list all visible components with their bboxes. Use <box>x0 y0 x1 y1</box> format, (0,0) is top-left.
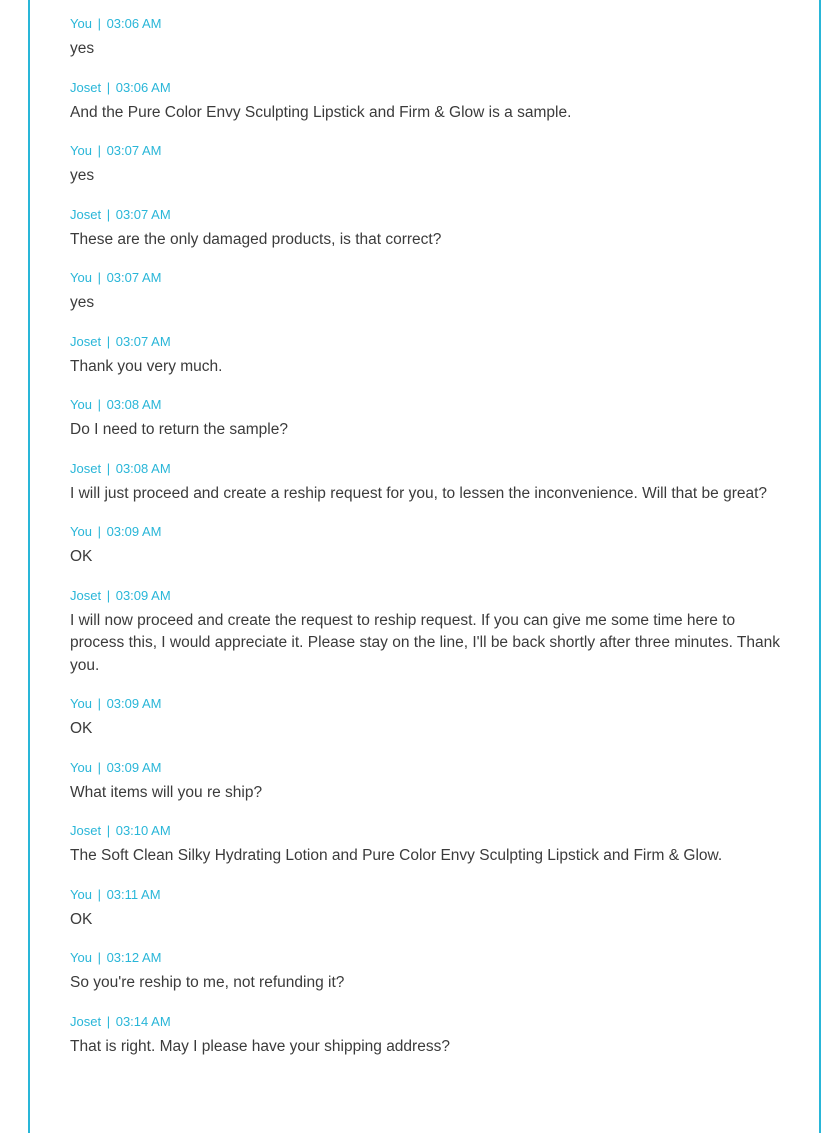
message-text: And the Pure Color Envy Sculpting Lipstick and Firm & Glow is a sample. <box>70 103 572 121</box>
message-meta <box>70 270 810 286</box>
message-meta-separator: | <box>97 143 101 158</box>
message-sender: You <box>70 143 92 158</box>
message-meta <box>70 950 810 966</box>
message-meta-separator: | <box>106 1013 111 1029</box>
chat-message <box>70 950 810 995</box>
message-sender: You <box>70 524 92 539</box>
message-meta <box>70 588 810 604</box>
chat-message <box>70 524 810 569</box>
message-text: OK <box>70 910 93 928</box>
message-meta-separator: | <box>97 270 101 285</box>
message-sender: Joset <box>70 333 102 349</box>
message-text: Do I need to return the sample? <box>70 421 288 438</box>
message-meta-separator: | <box>97 16 101 31</box>
chat-message <box>70 397 810 442</box>
message-meta <box>70 823 810 839</box>
message-sender: You <box>70 759 92 775</box>
message-text: I will now proceed and create the request to reship request. If you can give me some time here to process this, I would appreciate it. Please stay on the line, I'll be back shortly after three minutes. Thank you. <box>70 611 781 674</box>
message-timestamp: 03:12 AM <box>106 950 162 965</box>
message-text: OK <box>70 548 93 565</box>
chat-message <box>70 823 810 868</box>
message-meta-separator: | <box>106 460 111 476</box>
message-meta <box>70 207 810 223</box>
message-timestamp: 03:07 AM <box>106 270 162 285</box>
chat-message <box>70 143 810 188</box>
message-timestamp: 03:06 AM <box>106 16 162 31</box>
message-timestamp: 03:07 AM <box>115 206 171 222</box>
message-text: yes <box>70 40 95 57</box>
left-border-rail <box>28 0 30 1133</box>
message-meta-separator: | <box>97 759 101 775</box>
chat-message <box>70 760 810 805</box>
message-timestamp: 03:11 AM <box>106 886 161 902</box>
message-text: What items will you re ship? <box>70 783 263 801</box>
message-text: yes <box>70 294 95 311</box>
message-sender: You <box>70 270 92 285</box>
message-text: The Soft Clean Silky Hydrating Lotion and Pure Color Envy Sculpting Lipstick and Firm & Glow. <box>70 847 723 864</box>
message-timestamp: 03:14 AM <box>115 1013 171 1029</box>
message-sender: Joset <box>70 460 102 476</box>
message-meta-separator: | <box>97 696 101 711</box>
message-text: Thank you very much. <box>70 357 223 375</box>
message-meta <box>70 16 810 32</box>
message-text: yes <box>70 167 95 184</box>
chat-message <box>70 16 810 61</box>
message-text: These are the only damaged products, is that correct? <box>70 230 442 248</box>
message-sender: You <box>70 950 92 965</box>
message-timestamp: 03:07 AM <box>106 143 162 158</box>
chat-message <box>70 461 810 506</box>
chat-message <box>70 334 810 379</box>
message-meta <box>70 1014 810 1030</box>
message-meta <box>70 397 810 413</box>
message-timestamp: 03:09 AM <box>115 587 171 603</box>
chat-message <box>70 80 810 125</box>
chat-message <box>70 887 810 932</box>
message-meta-separator: | <box>106 823 111 838</box>
message-timestamp: 03:09 AM <box>106 696 162 711</box>
right-border-rail <box>819 0 821 1133</box>
message-meta-separator: | <box>106 79 111 95</box>
message-meta <box>70 461 810 477</box>
message-meta <box>70 887 810 903</box>
message-meta <box>70 524 810 540</box>
message-meta <box>70 696 810 712</box>
message-timestamp: 03:10 AM <box>115 823 171 838</box>
chat-message <box>70 1014 810 1059</box>
message-meta <box>70 334 810 350</box>
message-sender: Joset <box>70 823 102 838</box>
message-timestamp: 03:07 AM <box>115 333 171 349</box>
message-timestamp: 03:08 AM <box>106 397 162 412</box>
message-sender: Joset <box>70 1013 102 1029</box>
message-timestamp: 03:09 AM <box>106 759 162 775</box>
chat-message <box>70 270 810 315</box>
message-meta-separator: | <box>97 524 101 539</box>
message-timestamp: 03:09 AM <box>106 524 162 539</box>
message-sender: You <box>70 397 92 412</box>
message-text: So you're reship to me, not refunding it? <box>70 974 345 991</box>
message-meta-separator: | <box>97 950 101 965</box>
message-meta-separator: | <box>97 886 101 902</box>
message-text: I will just proceed and create a reship request for you, to lessen the inconvenience. Will that be great? <box>70 484 768 502</box>
message-meta-separator: | <box>106 333 111 349</box>
message-meta <box>70 80 810 96</box>
message-text: OK <box>70 720 93 737</box>
message-text: That is right. May I please have your shipping address? <box>70 1037 450 1055</box>
message-meta-separator: | <box>106 206 111 222</box>
message-sender: You <box>70 886 92 902</box>
message-meta-separator: | <box>97 397 101 412</box>
message-meta-separator: | <box>106 587 111 603</box>
chat-message <box>70 207 810 252</box>
chat-message <box>70 696 810 741</box>
message-timestamp: 03:06 AM <box>115 79 171 95</box>
message-sender: You <box>70 16 92 31</box>
message-sender: You <box>70 696 92 711</box>
chat-message <box>70 588 810 678</box>
message-timestamp: 03:08 AM <box>115 460 171 476</box>
message-meta <box>70 143 810 159</box>
message-sender: Joset <box>70 79 102 95</box>
message-sender: Joset <box>70 587 102 603</box>
message-meta <box>70 760 810 776</box>
message-list <box>70 0 810 1077</box>
message-sender: Joset <box>70 206 102 222</box>
